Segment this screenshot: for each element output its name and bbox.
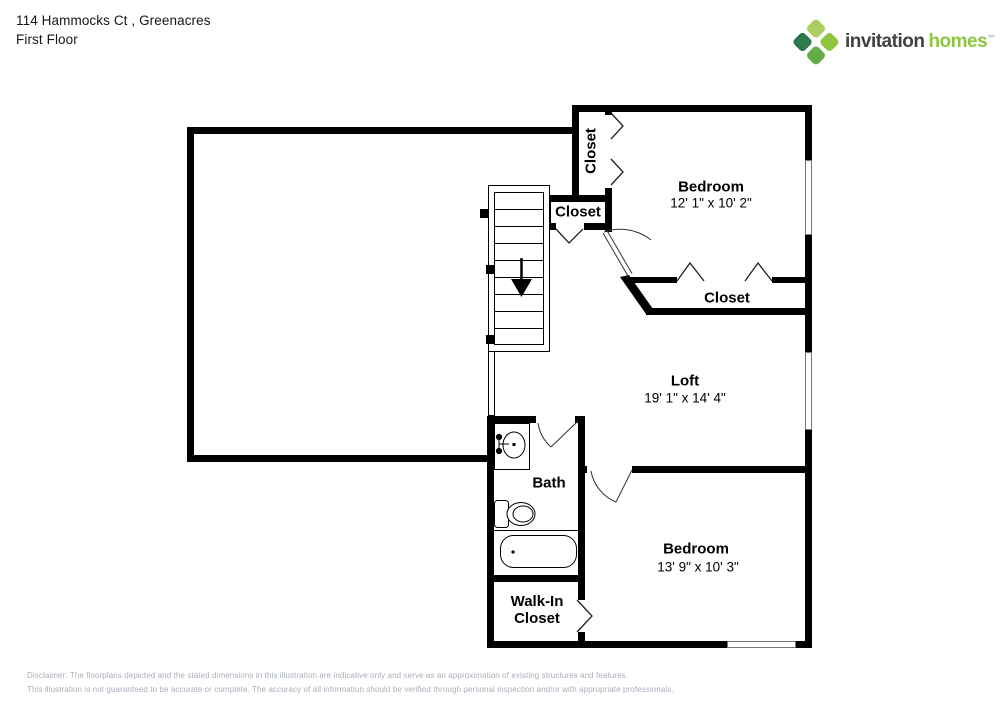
stairs (489, 186, 550, 416)
room-dims-loft: 19' 1" x 14' 4" (644, 390, 726, 406)
walk-in-line1: Walk-In (510, 593, 564, 610)
window-loft (806, 353, 812, 430)
bifold-door-icon (611, 113, 623, 139)
toilet (495, 501, 536, 528)
room-dims-bedroom-bottom: 13' 9" x 10' 3" (657, 559, 739, 575)
bifold-door-icon (577, 600, 592, 632)
disclaimer-line-1: Disclaimer: The floorplans depicted and the stated dimensions in this illustration are indicative only and serve as an approximation of existing structures and features. (27, 671, 629, 680)
room-label-bath: Bath (532, 474, 566, 492)
bifold-door-icon (745, 263, 772, 281)
room-label-closet-top: Closet (582, 128, 600, 174)
window-bedroom-top (806, 161, 812, 235)
room-label-walk-in-closet (511, 593, 564, 627)
door-bedroom-bottom (591, 470, 632, 502)
walk-in-line2: Closet (514, 610, 560, 627)
room-label-closet-bedroom: Closet (704, 289, 750, 307)
stair-rail (489, 352, 495, 416)
window-bedroom-bottom (728, 642, 796, 648)
room-dims-bedroom-top: 12' 1" x 10' 2" (670, 195, 752, 211)
doors (538, 229, 651, 502)
logo-word-homes: homes (928, 31, 988, 52)
vanity-sink (495, 424, 530, 470)
door-swing-arc (591, 471, 616, 502)
bifold-door-icon (556, 229, 583, 243)
trademark-symbol: ™ (987, 34, 994, 42)
door-swing-arc (538, 423, 551, 447)
door-bedroom-top (603, 229, 651, 276)
bathtub (501, 536, 577, 568)
disclaimer-line-2: This illustration is not guaranteed to be accurate or complete. The accuracy of all information should be verified through personal inspection and/or with appropriate professionals. (27, 685, 674, 694)
bath-fixtures (494, 424, 578, 568)
room-label-closet-stairs: Closet (555, 203, 601, 221)
property-address: 114 Hammocks Ct , Greenacres (16, 13, 211, 28)
logo-word-invitation: invitation (845, 31, 925, 52)
bifold-door-icon (677, 263, 704, 281)
floor-label: First Floor (16, 32, 78, 47)
room-label-bedroom-top: Bedroom (678, 178, 744, 196)
room-label-loft: Loft (670, 372, 700, 390)
door-bath (538, 421, 578, 447)
windows (728, 161, 812, 648)
room-label-bedroom-bottom: Bedroom (663, 540, 729, 558)
bifold-door-icon (611, 159, 623, 185)
